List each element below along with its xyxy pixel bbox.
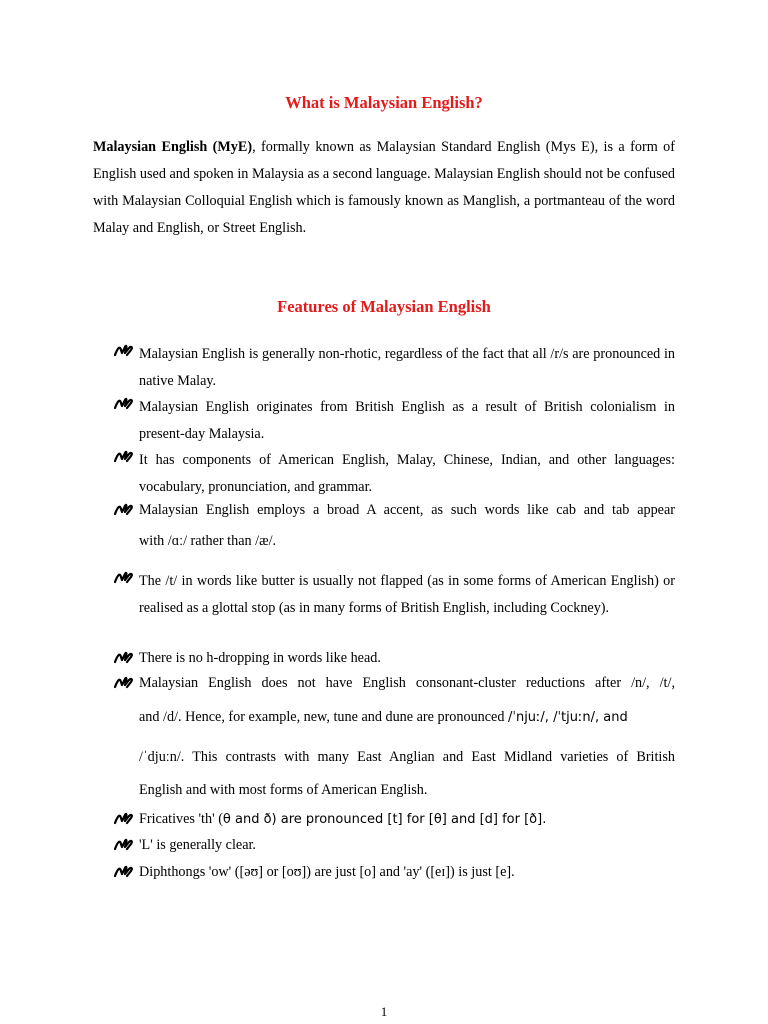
list-item-text: 'L' is generally clear. bbox=[139, 837, 256, 853]
ipa-transcription: /ˈnjuː/, /ˈtjuːn/, and bbox=[508, 710, 628, 725]
hand-pointer-icon bbox=[114, 571, 134, 585]
hand-pointer-icon bbox=[114, 812, 134, 826]
list-item-text: Diphthongs 'ow' ([əʊ] or [oʊ]) are just [o] and 'ay' ([eɪ]) is just [e]. bbox=[139, 864, 515, 880]
list-item-text-part: and /d/. Hence, for example, new, tune and dune are pronounced bbox=[139, 709, 505, 725]
list-item-text bbox=[139, 809, 675, 830]
page-number: 1 bbox=[380, 1004, 388, 1019]
hand-pointer-icon bbox=[114, 503, 134, 517]
list-item-text: Malaysian English originates from British English as a result of British colonialism in present-day Malaysia. bbox=[139, 399, 675, 442]
list-item-text bbox=[139, 707, 675, 728]
hand-pointer-icon bbox=[114, 344, 134, 358]
hand-pointer-icon bbox=[114, 651, 134, 665]
list-item-text: There is no h-dropping in words like head. bbox=[139, 650, 381, 666]
hand-pointer-icon bbox=[114, 676, 134, 690]
hand-pointer-icon bbox=[114, 450, 134, 464]
intro-bold-term: Malaysian English (MyE) bbox=[93, 139, 253, 155]
list-item-text: Malaysian English is generally non-rhotic, regardless of the fact that all /r/s are pronounced in native Malay. bbox=[139, 346, 675, 389]
fricatives-transcription: θ and ð) are pronounced [t] for [θ] and [d] for [ð]. bbox=[222, 812, 547, 827]
list-item-text: Malaysian English does not have English consonant-cluster reductions after /n/, /t/, bbox=[139, 675, 675, 691]
hand-pointer-icon bbox=[114, 838, 134, 852]
heading-what-is-malaysian-english: What is Malaysian English? bbox=[285, 93, 483, 112]
list-item-text: The /t/ in words like butter is usually not flapped (as in some forms of American English) or realised as a glottal stop (as in many forms of British English, including Cockney). bbox=[139, 573, 675, 616]
hand-pointer-icon bbox=[114, 865, 134, 879]
list-item-text-part: Fricatives 'th' ( bbox=[139, 811, 223, 827]
list-item-text: Malaysian English employs a broad A accent, as such words like cab and tab appear bbox=[139, 502, 675, 518]
intro-text: , formally known as Malaysian Standard English (Mys E), is a form of English used and spoken in Malaysia as a second language. Malaysian English should not be confused with Malaysian Colloquial English which is famously known as Manglish, a portmanteau of the word Malay and English, or Street English. bbox=[93, 139, 675, 236]
list-item-text: English and with most forms of American English. bbox=[139, 782, 428, 798]
list-item-text: It has components of American English, Malay, Chinese, Indian, and other languages: vocabulary, pronunciation, and grammar. bbox=[139, 452, 675, 495]
list-item-text: /ˈdjuːn/. This contrasts with many East Anglian and East Midland varieties of British bbox=[139, 749, 675, 765]
heading-features: Features of Malaysian English bbox=[277, 297, 491, 316]
hand-pointer-icon bbox=[114, 397, 134, 411]
list-item-text: with /ɑː/ rather than /æ/. bbox=[139, 533, 277, 549]
